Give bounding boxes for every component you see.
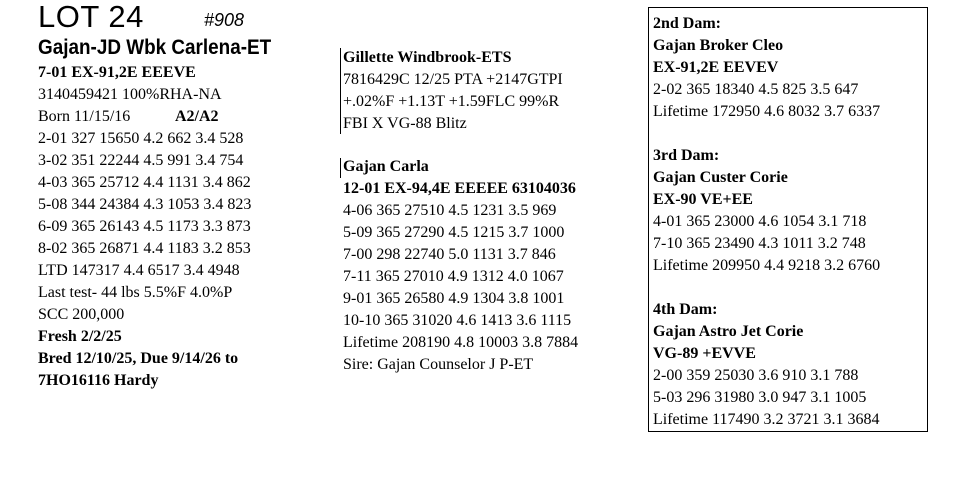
dam-lifetime: Lifetime 208190 4.8 10003 3.8 7884 bbox=[343, 334, 579, 351]
record-row: 3-02 351 22244 4.5 991 3.4 754 bbox=[38, 152, 244, 169]
fresh-date: Fresh 2/2/25 bbox=[38, 328, 122, 345]
dam3-record: 4-01 365 23000 4.6 1054 3.1 718 bbox=[653, 213, 867, 230]
dam3-lifetime: Lifetime 209950 4.4 9218 3.2 6760 bbox=[653, 257, 881, 274]
dam-record-row: 7-00 298 22740 5.0 1131 3.7 846 bbox=[343, 246, 556, 263]
sire-proof: 7816429C 12/25 PTA +2147GTPI bbox=[343, 71, 563, 88]
cow-registration: 3140459421 100%RHA-NA bbox=[38, 86, 222, 103]
record-row: 6-09 365 26143 4.5 1173 3.3 873 bbox=[38, 218, 251, 235]
ancestor-dams-box bbox=[648, 7, 928, 432]
dam2-lifetime: Lifetime 172950 4.6 8032 3.7 6337 bbox=[653, 103, 881, 120]
dam-name: Gajan Carla bbox=[343, 158, 429, 175]
dam-classification: 12-01 EX-94,4E EEEEE 63104036 bbox=[343, 180, 576, 197]
dam-record-row: 4-06 365 27510 4.5 1231 3.5 969 bbox=[343, 202, 557, 219]
cow-name: Gajan-JD Wbk Carlena-ET bbox=[38, 36, 272, 59]
dam2-record: 2-02 365 18340 4.5 825 3.5 647 bbox=[653, 81, 859, 98]
dam4-heading: 4th Dam: bbox=[653, 301, 718, 318]
genotype: A2/A2 bbox=[175, 108, 219, 125]
dam-record-row: 5-09 365 27290 4.5 1215 3.7 1000 bbox=[343, 224, 565, 241]
record-row: 2-01 327 15650 4.2 662 3.4 528 bbox=[38, 130, 244, 147]
sire-pedigree: FBI X VG-88 Blitz bbox=[343, 115, 467, 132]
dam-divider bbox=[340, 158, 341, 178]
dam2-classification: EX-91,2E EEVEV bbox=[653, 59, 779, 76]
sire-traits: +.02%F +1.13T +1.59FLC 99%R bbox=[343, 93, 560, 110]
dam-record-row: 9-01 365 26580 4.9 1304 3.8 1001 bbox=[343, 290, 565, 307]
born-date: Born 11/15/16 bbox=[38, 108, 131, 125]
dam3-record: 7-10 365 23490 4.3 1011 3.2 748 bbox=[653, 235, 866, 252]
dam-record-row: 7-11 365 27010 4.9 1312 4.0 1067 bbox=[343, 268, 564, 285]
dam-sire: Sire: Gajan Counselor J P-ET bbox=[343, 356, 534, 373]
dam4-record: 2-00 359 25030 3.6 910 3.1 788 bbox=[653, 367, 859, 384]
last-test: Last test- 44 lbs 5.5%F 4.0%P bbox=[38, 284, 233, 301]
lot-number: #908 bbox=[204, 10, 245, 30]
dam3-heading: 3rd Dam: bbox=[653, 147, 720, 164]
pedigree-sire-dam bbox=[340, 0, 640, 498]
dam4-classification: VG-89 +EVVE bbox=[653, 345, 756, 362]
sire-divider bbox=[340, 48, 341, 134]
dam3-classification: EX-90 VE+EE bbox=[653, 191, 753, 208]
dam3-name: Gajan Custer Corie bbox=[653, 169, 788, 186]
record-row: 4-03 365 25712 4.4 1131 3.4 862 bbox=[38, 174, 251, 191]
dam2-name: Gajan Broker Cleo bbox=[653, 37, 784, 54]
sire-name: Gillette Windbrook-ETS bbox=[343, 49, 512, 66]
lot-details bbox=[38, 0, 338, 498]
bred-info: Bred 12/10/25, Due 9/14/26 to bbox=[38, 350, 239, 367]
dam2-heading: 2nd Dam: bbox=[653, 15, 722, 32]
lot-title: LOT 24 bbox=[38, 0, 144, 34]
record-row: 8-02 365 26871 4.4 1183 3.2 853 bbox=[38, 240, 251, 257]
dam4-record: 5-03 296 31980 3.0 947 3.1 1005 bbox=[653, 389, 867, 406]
bred-sire: 7HO16116 Hardy bbox=[38, 372, 159, 389]
record-row: 5-08 344 24384 4.3 1053 3.4 823 bbox=[38, 196, 252, 213]
scc: SCC 200,000 bbox=[38, 306, 125, 323]
dam4-name: Gajan Astro Jet Corie bbox=[653, 323, 804, 340]
dam-record-row: 10-10 365 31020 4.6 1413 3.6 1115 bbox=[343, 312, 572, 329]
cow-classification: 7-01 EX-91,2E EEEVE bbox=[38, 64, 196, 81]
ltd-summary: LTD 147317 4.4 6517 3.4 4948 bbox=[38, 262, 240, 279]
dam4-lifetime: Lifetime 117490 3.2 3721 3.1 3684 bbox=[653, 411, 880, 428]
